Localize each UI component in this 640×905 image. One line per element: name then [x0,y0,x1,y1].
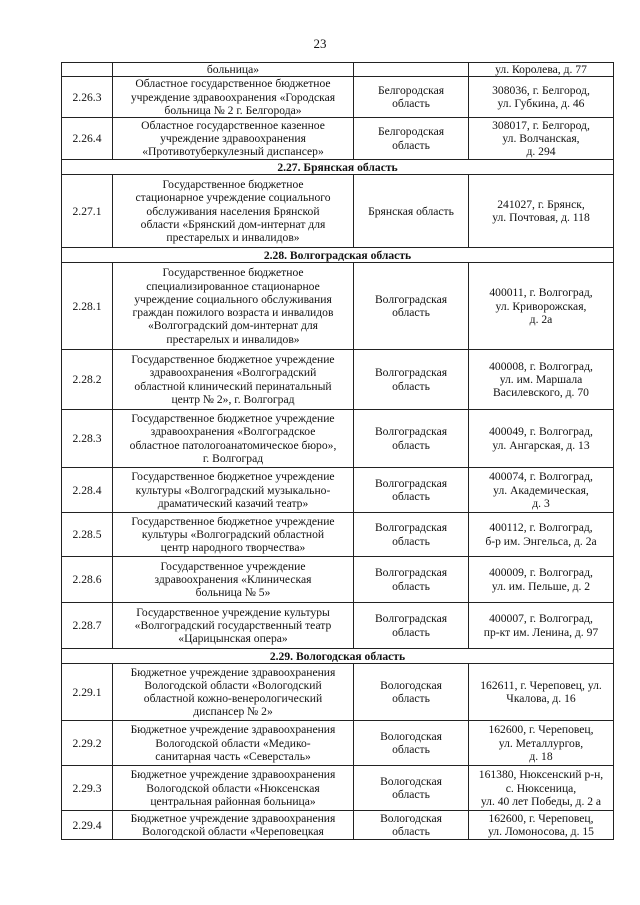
row-number: 2.29.1 [62,664,113,721]
address: 162611, г. Череповец, ул. Чкалова, д. 16 [469,664,614,721]
row-number: 2.26.3 [62,77,113,118]
section-title: 2.29. Вологодская область [62,649,614,664]
organization-name: Областное государственное бюджетное учреждение здравоохранения «Городская больница № 2 г. Белгорода» [113,77,354,118]
address: 400074, г. Волгоград, ул. Академическая, д. 3 [469,468,614,513]
region-name: Волгоградская область [354,350,469,410]
table-row [62,664,614,721]
address: 241027, г. Брянск, ул. Почтовая, д. 118 [469,175,614,248]
organizations-table [61,62,614,840]
page-number: 23 [313,36,327,51]
table-row [62,721,614,766]
region-name: Волгоградская область [354,468,469,513]
table-row [62,513,614,557]
row-number: 2.28.3 [62,410,113,468]
organization-name: Государственное бюджетное учреждение культуры «Волгоградский областной центр народного творчества» [113,513,354,557]
organization-name: больница» [113,63,354,77]
region-name: Волгоградская область [354,603,469,649]
row-number: 2.26.4 [62,118,113,160]
section-header-row [62,649,614,664]
table-row [62,350,614,410]
row-number: 2.29.3 [62,766,113,811]
address: 162600, г. Череповец, ул. Металлургов, д. 18 [469,721,614,766]
organization-name: Государственное бюджетное учреждение здравоохранения «Волгоградское областное патологоанатомическое бюро», г. Волгоград [113,410,354,468]
table-row [62,118,614,160]
address: 308017, г. Белгород, ул. Волчанская, д. 294 [469,118,614,160]
table-row [62,766,614,811]
table-row [62,468,614,513]
region-name: Волгоградская область [354,557,469,603]
organization-name: Бюджетное учреждение здравоохранения Вологодской области «Нюксенская центральная районная больница» [113,766,354,811]
organization-name: Областное государственное казенное учреждение здравоохранения «Противотуберкулезный диспансер» [113,118,354,160]
address: 308036, г. Белгород, ул. Губкина, д. 46 [469,77,614,118]
organization-name: Бюджетное учреждение здравоохранения Вологодской области «Череповецкая [113,811,354,840]
organization-name: Государственное бюджетное учреждение здравоохранения «Волгоградский областной клинический перинатальный центр № 2», г. Волгоград [113,350,354,410]
address: 400049, г. Волгоград, ул. Ангарская, д. 13 [469,410,614,468]
organization-name: Бюджетное учреждение здравоохранения Вологодской области «Медико- санитарная часть «Северсталь» [113,721,354,766]
section-title: 2.28. Волгоградская область [62,248,614,263]
row-number: 2.28.1 [62,263,113,350]
table-row [62,557,614,603]
region-name: Волгоградская область [354,410,469,468]
organization-name: Государственное бюджетное стационарное учреждение социального обслуживания населения Брянской области «Брянский дом-интернат для престарелых и инвалидов» [113,175,354,248]
region-name: Волгоградская область [354,513,469,557]
address: 400008, г. Волгоград, ул. им. Маршала Василевского, д. 70 [469,350,614,410]
organization-name: Государственное учреждение культуры «Волгоградский государственный театр «Царицынская опера» [113,603,354,649]
address: 400007, г. Волгоград, пр-кт им. Ленина, д. 97 [469,603,614,649]
section-header-row [62,160,614,175]
region-name: Брянская область [354,175,469,248]
address: 400112, г. Волгоград, б-р им. Энгельса, д. 2а [469,513,614,557]
address: 400009, г. Волгоград, ул. им. Пельше, д. 2 [469,557,614,603]
row-number: 2.28.6 [62,557,113,603]
table-row [62,63,614,77]
address: 162600, г. Череповец, ул. Ломоносова, д. 15 [469,811,614,840]
organization-name: Государственное бюджетное учреждение культуры «Волгоградский музыкально- драматический казачий театр» [113,468,354,513]
section-title: 2.27. Брянская область [62,160,614,175]
table-row [62,175,614,248]
address: 161380, Нюксенский р-н, с. Нюксеница, ул. 40 лет Победы, д. 2 а [469,766,614,811]
row-number: 2.29.4 [62,811,113,840]
row-number: 2.27.1 [62,175,113,248]
table-row [62,410,614,468]
region-name: Вологодская область [354,664,469,721]
table-row [62,77,614,118]
row-number: 2.28.4 [62,468,113,513]
row-number: 2.28.2 [62,350,113,410]
table-row [62,603,614,649]
region-name: Белгородская область [354,118,469,160]
address: ул. Королева, д. 77 [469,63,614,77]
region-name [354,63,469,77]
region-name: Вологодская область [354,811,469,840]
table-row [62,263,614,350]
section-header-row [62,248,614,263]
row-number: 2.28.5 [62,513,113,557]
organization-name: Бюджетное учреждение здравоохранения Вологодской области «Вологодский областной кожно-венерологический диспансер № 2» [113,664,354,721]
row-number: 2.28.7 [62,603,113,649]
row-number: 2.29.2 [62,721,113,766]
region-name: Волгоградская область [354,263,469,350]
organization-name: Государственное учреждение здравоохранения «Клиническая больница № 5» [113,557,354,603]
organization-name: Государственное бюджетное специализированное стационарное учреждение социального обслуживания граждан пожилого возраста и инвалидов «Волгоградский дом-интернат для престарелых и инвалидов» [113,263,354,350]
table-body [62,63,614,840]
address: 400011, г. Волгоград, ул. Криворожская, д. 2а [469,263,614,350]
region-name: Вологодская область [354,766,469,811]
region-name: Вологодская область [354,721,469,766]
table-row [62,811,614,840]
region-name: Белгородская область [354,77,469,118]
row-number [62,63,113,77]
